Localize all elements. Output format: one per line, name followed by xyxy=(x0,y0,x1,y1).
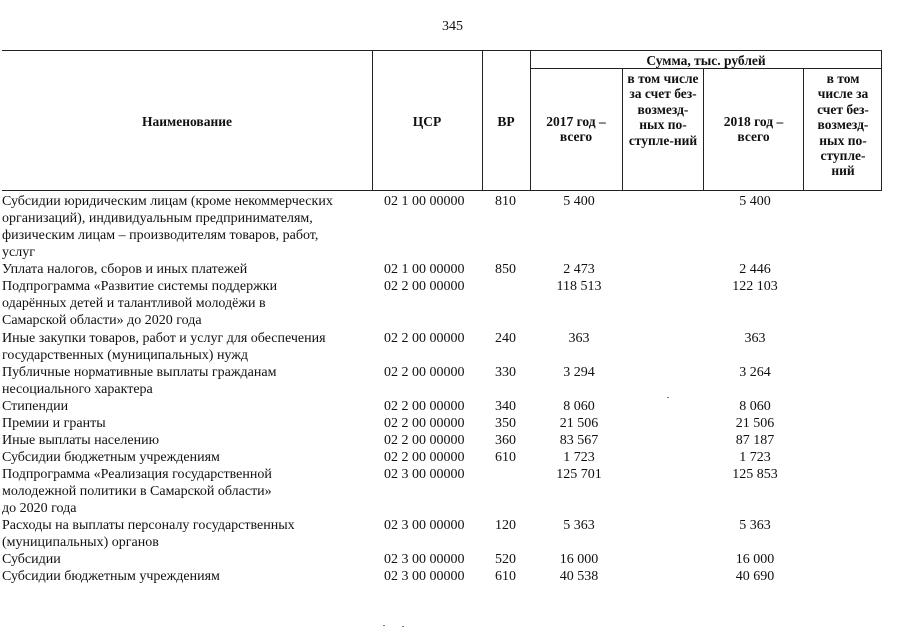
row-name: Премии и гранты xyxy=(2,416,106,431)
row-2018: 1 723 xyxy=(739,450,771,465)
col-divider-vr-sum xyxy=(530,50,531,191)
row-2018: 21 506 xyxy=(735,416,775,431)
row-vr: 120 xyxy=(495,518,516,533)
row-name: Стипендии xyxy=(2,399,69,414)
row-csr: 02 2 00 00000 xyxy=(384,433,465,448)
row-name: Подпрограмма «Реализация государственной молодежной политики в Самарской области» до 2020 года xyxy=(2,467,272,516)
header-vr: ВР xyxy=(497,114,515,129)
scan-speck xyxy=(667,397,669,398)
row-2017: 3 294 xyxy=(563,365,595,380)
row-vr: 850 xyxy=(495,262,516,277)
row-2018: 5 363 xyxy=(739,518,771,533)
row-csr: 02 3 00 00000 xyxy=(384,552,465,567)
row-2017: 125 701 xyxy=(556,467,602,482)
row-name: Иные закупки товаров, работ и услуг для обеспечения государственных (муниципальных) нужд xyxy=(2,331,326,363)
row-2018: 40 690 xyxy=(735,569,775,584)
row-vr: 360 xyxy=(495,433,516,448)
col-divider-2018-free xyxy=(803,68,804,191)
row-name: Уплата налогов, сборов и иных платежей xyxy=(2,262,248,277)
row-2018: 125 853 xyxy=(732,467,778,482)
row-csr: 02 2 00 00000 xyxy=(384,450,465,465)
row-2017: 118 513 xyxy=(556,279,602,294)
row-2017: 16 000 xyxy=(559,552,599,567)
row-name: Субсидии бюджетным учреждениям xyxy=(2,569,220,584)
row-2017: 5 363 xyxy=(563,518,595,533)
row-2017: 5 400 xyxy=(563,194,595,209)
table-right-border xyxy=(881,50,882,191)
header-2017-total: 2017 год – всего xyxy=(546,114,606,145)
row-vr: 350 xyxy=(495,416,516,431)
row-csr: 02 1 00 00000 xyxy=(384,194,465,209)
row-2018: 3 264 xyxy=(739,365,771,380)
row-csr: 02 3 00 00000 xyxy=(384,569,465,584)
header-2017-free: в том числе за счет без-возмезд-ных по-ступле-ний xyxy=(627,71,699,148)
row-vr: 610 xyxy=(495,569,516,584)
row-name: Субсидии бюджетным учреждениям xyxy=(2,450,220,465)
row-2018: 16 000 xyxy=(735,552,775,567)
header-bottom-border xyxy=(2,190,882,191)
row-2017: 8 060 xyxy=(563,399,595,414)
row-name: Субсидии юридическим лицам (кроме некоммерческих организаций), индивидуальным предпринимателям, физическим лицам – производителям товаров, работ, услуг xyxy=(2,194,333,260)
header-2018-free: в том числе за счет без-возмезд-ных по-ступле-ний xyxy=(817,71,869,179)
row-2017: 83 567 xyxy=(559,433,599,448)
row-vr: 240 xyxy=(495,331,516,346)
row-name: Иные выплаты населению xyxy=(2,433,160,448)
scan-speck xyxy=(402,626,404,627)
header-sum: Сумма, тыс. рублей xyxy=(646,53,766,68)
row-csr: 02 2 00 00000 xyxy=(384,279,465,294)
row-vr: 330 xyxy=(495,365,516,380)
row-2017: 1 723 xyxy=(563,450,595,465)
row-vr: 340 xyxy=(495,399,516,414)
row-2018: 122 103 xyxy=(732,279,778,294)
row-2018: 2 446 xyxy=(739,262,771,277)
row-name: Субсидии xyxy=(2,552,61,567)
row-2017: 363 xyxy=(568,331,590,346)
col-divider-2017free-2018 xyxy=(703,68,704,191)
row-2018: 8 060 xyxy=(739,399,771,414)
row-csr: 02 2 00 00000 xyxy=(384,331,465,346)
row-csr: 02 2 00 00000 xyxy=(384,365,465,380)
header-name: Наименование xyxy=(142,114,232,129)
header-2018-total: 2018 год – всего xyxy=(723,114,784,145)
row-2017: 40 538 xyxy=(559,569,599,584)
header-csr: ЦСР xyxy=(412,114,442,129)
col-divider-2017-free xyxy=(622,68,623,191)
scan-speck xyxy=(383,625,385,626)
page-number: 345 xyxy=(442,19,463,34)
table-top-border xyxy=(2,50,882,51)
row-vr: 520 xyxy=(495,552,516,567)
row-csr: 02 1 00 00000 xyxy=(384,262,465,277)
row-name: Подпрограмма «Развитие системы поддержки одарённых детей и талантливой молодёжи в Самарской области» до 2020 года xyxy=(2,279,278,328)
row-2018: 87 187 xyxy=(735,433,775,448)
row-csr: 02 3 00 00000 xyxy=(384,518,465,533)
row-2017: 21 506 xyxy=(559,416,599,431)
row-name: Расходы на выплаты персоналу государственных (муниципальных) органов xyxy=(2,518,295,550)
row-vr: 610 xyxy=(495,450,516,465)
row-vr: 810 xyxy=(495,194,516,209)
row-2018: 363 xyxy=(744,331,766,346)
row-csr: 02 2 00 00000 xyxy=(384,399,465,414)
row-name: Публичные нормативные выплаты гражданам несоциального характера xyxy=(2,365,277,397)
row-csr: 02 3 00 00000 xyxy=(384,467,465,482)
row-2017: 2 473 xyxy=(563,262,595,277)
row-csr: 02 2 00 00000 xyxy=(384,416,465,431)
row-2018: 5 400 xyxy=(739,194,771,209)
